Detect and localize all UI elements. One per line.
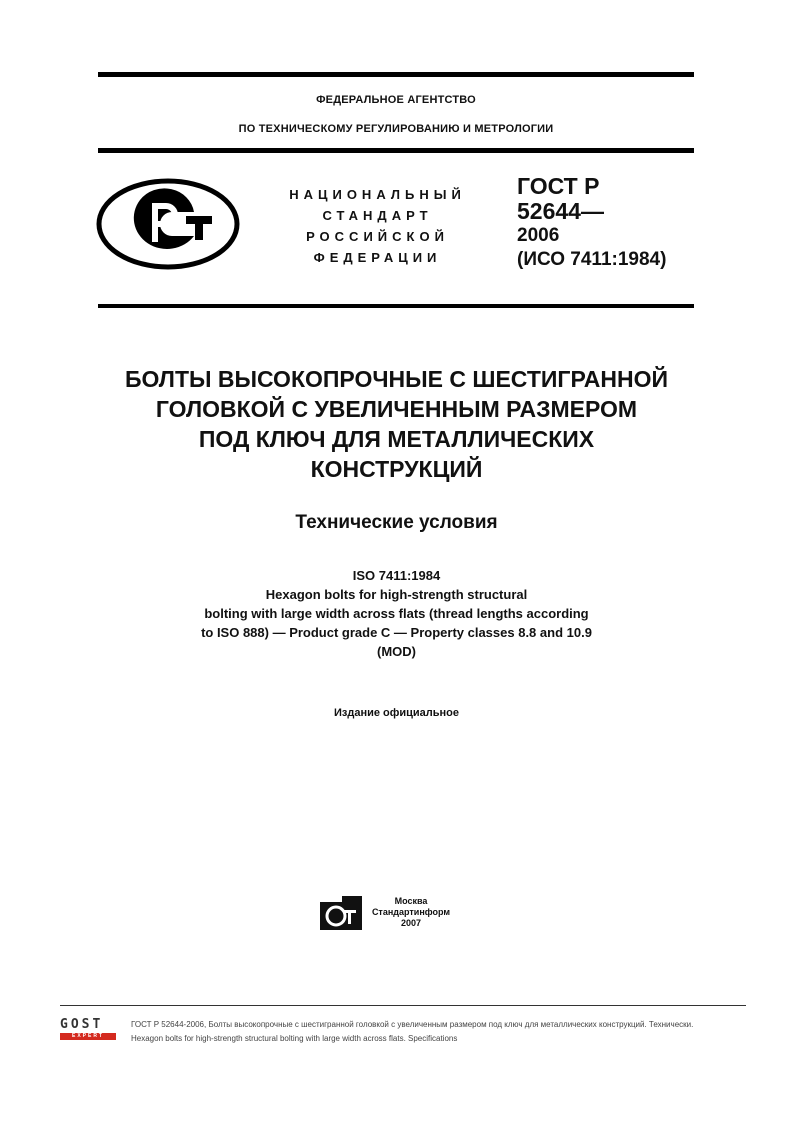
gost-expert-bar [60,1033,116,1040]
iso-line-4: to ISO 888) — Product grade C — Property classes 8.8 and 10.9 [201,625,592,640]
national-standard-word-3: РОССИЙСКОЙ [306,229,449,244]
document-subtitle: Технические условия [295,512,498,533]
iso-line-1: ISO 7411:1984 [352,568,441,583]
gost-expert-word: GOST [60,1017,104,1032]
designation-line-1: ГОСТ Р [517,173,600,199]
iso-line-3: bolting with large width across flats (thread lengths according [204,606,589,621]
header-rule [98,148,694,153]
iso-line-2: Hexagon bolts for high-strength structural [265,587,528,602]
rst-certification-logo-icon [96,178,240,270]
agency-name-line-1: ФЕДЕРАЛЬНОЕ АГЕНТСТВО [316,94,476,106]
top-rule [98,72,694,77]
publisher-city: Москва [394,896,428,906]
gost-expert-sub: EXPERT [71,1033,104,1039]
title-line-2: ГОЛОВКОЙ С УВЕЛИЧЕННЫМ РАЗМЕРОМ [155,396,638,422]
publisher-year: 2007 [400,918,422,928]
publisher-name: Стандартинформ [371,907,451,917]
footer-line-2: Hexagon bolts for high-strength structural bolting with large width across flats. Specifications [131,1034,458,1043]
national-standard-word-2: СТАНДАРТ [322,208,433,223]
edition-label: Издание официальное [333,707,460,719]
footer-description [131,1018,791,1046]
national-standard-word-1: НАЦИОНАЛЬНЫЙ [289,187,466,202]
designation-line-4: (ИСО 7411:1984) [517,249,667,270]
title-line-3: ПОД КЛЮЧ ДЛЯ МЕТАЛЛИЧЕСКИХ [198,426,595,452]
national-standard-label [270,184,485,268]
title-block-rule [98,304,694,308]
footer-rule [60,1005,746,1006]
national-standard-word-4: ФЕДЕРАЦИИ [313,250,442,265]
iso-reference [120,566,673,661]
standard-designation [517,174,666,272]
agency-name-line-2: ПО ТЕХНИЧЕСКОМУ РЕГУЛИРОВАНИЮ И МЕТРОЛОГИИ [238,123,554,135]
publisher-info [370,896,452,929]
footer-line-1: ГОСТ Р 52644-2006, Болты высокопрочные с шестигранной головкой с увеличенным размером под ключ для металлических конструкций. Технически. [131,1020,694,1029]
standartinform-logo-icon [318,896,364,932]
designation-line-3: 2006 [517,225,560,246]
title-line-1: БОЛТЫ ВЫСОКОПРОЧНЫЕ С ШЕСТИГРАННОЙ [124,366,669,392]
gost-expert-logo[interactable] [60,1018,116,1040]
document-title [60,364,733,484]
iso-line-5: (MOD) [377,644,416,659]
title-line-4: КОНСТРУКЦИЙ [310,456,483,482]
designation-line-2: 52644— [517,198,604,224]
